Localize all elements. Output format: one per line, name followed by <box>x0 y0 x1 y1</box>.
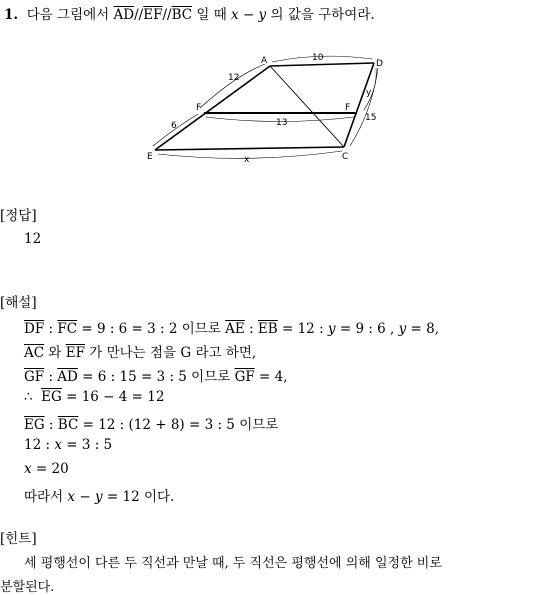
solution-line-4: ∴ $\overline{EG} = 16 - 4 = 12$ <box>24 389 165 405</box>
solution-line-3: $\overline{GF}$ : $\overline{AD} = 6$ : 15 = 3 : 5 이므로 $\overline{GF} = 4$, <box>24 369 288 385</box>
brace-ec <box>158 151 342 158</box>
solution-line-6: 12 : x = 3 : 5 <box>24 437 113 453</box>
length-af: 12 <box>228 73 240 83</box>
parallel-sign: // <box>162 7 172 23</box>
diagonal-ac-line <box>270 66 344 147</box>
problem-text-mid: 일 때 <box>196 7 227 23</box>
problem-number: 1. <box>4 7 19 23</box>
answer-value: 12 <box>24 231 42 247</box>
solution-line-1: $\overline{DF}$ : $\overline{FC} = 9$ : 6 = 3 : 2 이므로 $\overline{AE}$ : $\overline{EB} = 12$ : y = 9 : 6 , y = 8, <box>24 321 440 337</box>
label-f-right: F <box>345 103 351 113</box>
hint-line-2: 분할된다. <box>0 580 55 595</box>
hint-header: [힌트] <box>0 531 37 547</box>
hint-line-1: 세 평행선이 다른 두 직선과 만날 때, 두 직선은 평행선에 의해 일정한 비로 <box>24 556 442 571</box>
problem-statement <box>4 3 375 23</box>
length-y: y <box>366 88 372 98</box>
solution-header: [해설] <box>0 295 37 311</box>
length-ff: 13 <box>276 118 288 128</box>
length-dc: 15 <box>365 113 377 123</box>
answer-header: [정답] <box>0 208 37 224</box>
segment-ad: $\overline{AD}$ <box>113 7 135 23</box>
segment-bc: $\overline{BC}$ <box>171 7 193 23</box>
segment-ef: $\overline{EF}$ <box>143 7 163 23</box>
label-a: A <box>261 56 268 66</box>
segment-ec-line <box>155 147 344 150</box>
length-ad: 10 <box>312 53 324 63</box>
segment-ad-line <box>270 63 374 66</box>
parallel-sign: // <box>134 7 144 23</box>
length-fe: 6 <box>171 121 177 131</box>
solution-line-2: $\overline{AC}$ 와 $\overline{EF}$ 가 만나는 점을 G 라고 하면, <box>24 345 257 361</box>
problem-text-suffix: 의 값을 구하여라. <box>270 7 375 23</box>
problem-text-prefix: 다음 그림에서 <box>26 7 110 23</box>
solution-line-8: 따라서 x − y = 12 이다. <box>24 489 175 505</box>
label-e: E <box>147 152 153 162</box>
label-f-left: F <box>196 103 202 113</box>
label-c: C <box>342 152 349 162</box>
length-ec: x <box>244 155 250 165</box>
brace-af <box>200 64 265 108</box>
label-d: D <box>376 59 383 69</box>
variable-expression: x − y <box>231 7 267 23</box>
solution-line-7: x = 20 <box>24 461 69 477</box>
segment-ae-line <box>155 66 270 150</box>
solution-line-5: $\overline{EG}$ : $\overline{BC} = 12$ : (12 + 8) = 3 : 5 이므로 <box>24 417 279 433</box>
brace-dc <box>350 68 378 146</box>
trapezoid-figure <box>140 46 390 171</box>
